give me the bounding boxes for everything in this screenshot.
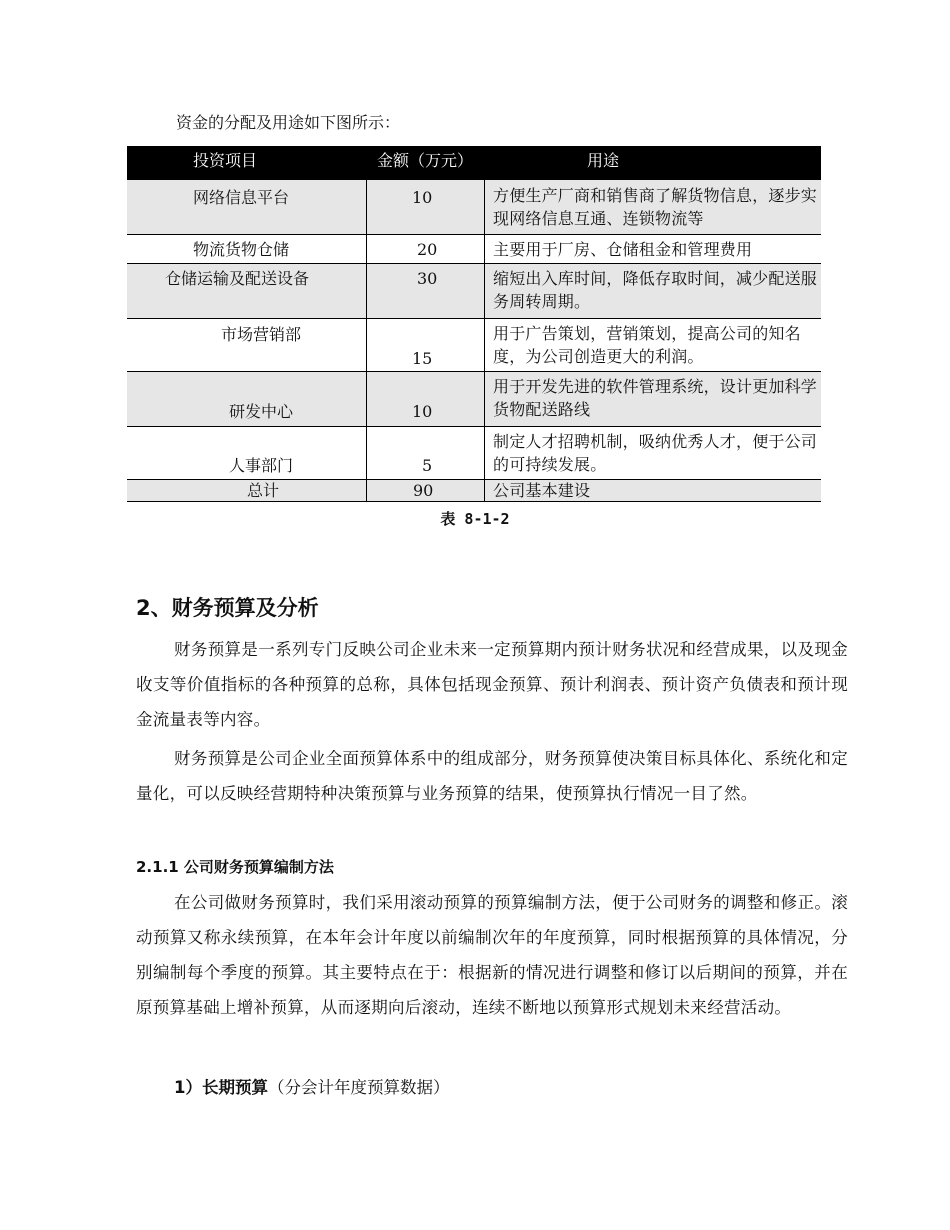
list-item-label: 1）长期预算 [174, 1078, 268, 1097]
paragraph: 财务预算是公司企业全面预算体系中的组成部分，财务预算使决策目标具体化、系统化和定量化，可以反映经营期特种决策预算与业务预算的结果，使预算执行情况一目了然。 [136, 749, 848, 803]
section-heading: 2、财务预算及分析 [136, 596, 319, 620]
table-caption: 表 8-1-2 [440, 510, 510, 528]
cell-use: 缩短出入库时间，降低存取时间，减少配送服务周转周期。 [493, 269, 818, 311]
cell-use: 制定人才招聘机制，吸纳优秀人才，便于公司的可持续发展。 [493, 432, 818, 474]
list-item-note: （分会计年度预算数据） [267, 1078, 450, 1097]
header-amount: 金额（万元） [377, 151, 474, 170]
subsection-heading: 2.1.1 公司财务预算编制方法 [136, 858, 334, 876]
cell-amount: 30 [417, 269, 438, 288]
table-row-total [127, 480, 821, 502]
cell-amount: 15 [412, 349, 433, 368]
cell-amount: 10 [412, 188, 433, 207]
table-row [127, 427, 821, 480]
table-row [127, 264, 821, 319]
cell-use: 公司基本建设 [493, 481, 591, 500]
table-row [127, 372, 821, 427]
list-item [174, 1074, 449, 1098]
cell-item: 网络信息平台 [193, 188, 290, 207]
cell-amount: 10 [412, 402, 433, 421]
table-row [127, 235, 821, 264]
table-body [127, 179, 821, 500]
cell-item: 人事部门 [229, 456, 294, 475]
paragraph: 在公司做财务预算时，我们采用滚动预算的预算编制方法，便于公司财务的调整和修正。滚动预算又称永续预算，在本年会计年度以前编制次年的年度预算，同时根据预算的具体情况，分别编制每个季度的预算。其主要特点在于：根据新的情况进行调整和修订以后期间的预算，并在原预算基础上增补预算，从而逐期向后滚动，连续不断地以预算形式规划未来经营活动。 [136, 893, 848, 1017]
table-row [127, 319, 821, 372]
cell-use: 用于广告策划，营销策划，提高公司的知名度，为公司创造更大的利润。 [493, 324, 801, 366]
header-use: 用途 [587, 151, 620, 170]
cell-item: 总计 [247, 481, 280, 500]
cell-item: 研发中心 [229, 402, 294, 421]
table-header [127, 146, 821, 179]
paragraph: 财务预算是一系列专门反映公司企业未来一定预算期内预计财务状况和经营成果，以及现金收支等价值指标的各种预算的总称，具体包括现金预算、预计利润表、预计资产负债表和预计现金流量表等内容。 [136, 640, 848, 729]
intro-text: 资金的分配及用途如下图所示： [176, 113, 401, 132]
cell-use: 用于开发先进的软件管理系统，设计更加科学货物配送路线 [493, 377, 818, 419]
cell-use: 方便生产厂商和销售商了解货物信息，逐步实现网络信息互通、连锁物流等 [493, 186, 818, 228]
cell-item: 市场营销部 [221, 325, 302, 344]
cell-item: 仓储运输及配送设备 [165, 269, 310, 288]
cell-amount: 5 [422, 456, 433, 475]
header-item: 投资项目 [193, 151, 258, 170]
cell-amount: 90 [413, 481, 434, 500]
cell-amount: 20 [417, 240, 438, 259]
cell-use: 主要用于厂房、仓储租金和管理费用 [493, 240, 753, 259]
table-row [127, 180, 821, 235]
cell-item: 物流货物仓储 [193, 240, 290, 259]
